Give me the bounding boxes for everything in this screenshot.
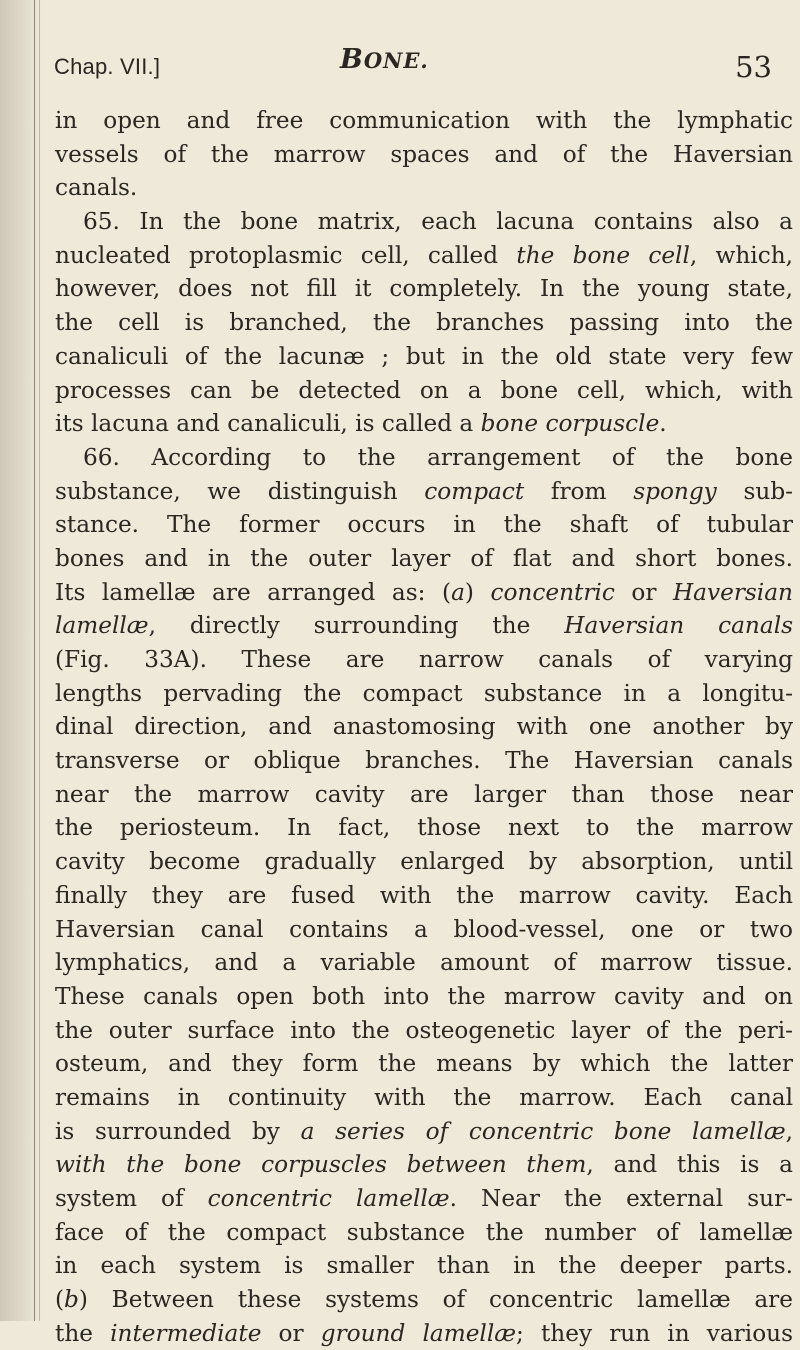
text-line: processes can be detected on a bone cell, which, with <box>55 376 793 404</box>
text-line: however, does not fill it completely. In the young state, <box>55 275 793 303</box>
running-title-initial: B <box>340 44 364 75</box>
text-line: transverse or oblique branches. The Haversian canals <box>55 747 793 775</box>
gutter-line <box>34 0 35 1321</box>
text-line: canaliculi of the lacunæ ; but in the old state very few <box>55 342 793 370</box>
text-line: canals. <box>55 174 138 202</box>
text-line: the outer surface into the osteogenetic layer of the peri- <box>55 1016 793 1044</box>
text-line: lamellæ, directly surrounding the Haversian canals <box>55 612 794 640</box>
text-line: osteum, and they form the means by which the latter <box>55 1050 793 1078</box>
text-line: finally they are fused with the marrow cavity. Each <box>55 881 793 909</box>
text-line: These canals open both into the marrow cavity and on <box>55 982 793 1010</box>
text-line: nucleated protoplasmic cell, called the bone cell, which, <box>55 241 794 269</box>
text-line: bones and in the outer layer of flat and short bones. <box>55 544 793 572</box>
text-line: the periosteum. In fact, those next to the marrow <box>55 814 793 842</box>
text-line: the cell is branched, the branches passing into the <box>55 309 793 337</box>
text-line: face of the compact substance the number of lamellæ <box>55 1218 793 1246</box>
text-line: is surrounded by a series of concentric bone lamellæ, <box>55 1117 794 1145</box>
text-line: 65. In the bone matrix, each lacuna contains also a <box>83 208 793 236</box>
text-line: remains in continuity with the marrow. Each canal <box>55 1083 793 1111</box>
text-line: dinal direction, and anastomosing with one another by <box>55 713 793 741</box>
text-line: the intermediate or ground lamellæ; they run in various <box>55 1319 793 1347</box>
text-line: with the bone corpuscles between them, and this is a <box>55 1151 793 1179</box>
text-line: substance, we distinguish compact from spongy sub- <box>55 477 794 505</box>
body-text <box>55 104 793 1350</box>
text-line: its lacuna and canaliculi, is called a bone corpuscle. <box>55 410 667 438</box>
page-number: 53 <box>735 50 772 84</box>
text-line: lengths pervading the compact substance in a longitu- <box>55 679 793 707</box>
text-line: (Fig. 33A). These are narrow canals of varying <box>55 646 793 673</box>
text-line: near the marrow cavity are larger than those near <box>55 780 793 808</box>
text-line: lymphatics, and a variable amount of marrow tissue. <box>55 949 793 977</box>
text-line: in each system is smaller than in the deeper parts. <box>55 1252 793 1280</box>
text-line: (b) Between these systems of concentric lamellæ are <box>55 1286 793 1314</box>
text-line: 66. According to the arrangement of the bone <box>83 443 793 471</box>
text-line: Its lamellæ are arranged as: (a) concentric or Haversian <box>55 578 793 606</box>
text-line: cavity become gradually enlarged by absorption, until <box>55 848 793 876</box>
running-title <box>340 44 429 75</box>
page-header <box>54 44 772 84</box>
text-line: Haversian canal contains a blood-vessel, one or two <box>55 915 793 943</box>
text-line: in open and free communication with the lymphatic <box>55 107 793 134</box>
binding-shadow <box>0 0 42 1321</box>
chapter-label: Chap. VII.] <box>54 54 161 79</box>
text-line: stance. The former occurs in the shaft of tubular <box>55 511 793 539</box>
text-line: vessels of the marrow spaces and of the Haversian <box>55 140 793 168</box>
gutter-line <box>39 0 40 1321</box>
text-line: system of concentric lamellæ. Near the external sur- <box>55 1185 793 1212</box>
running-title-rest: ONE. <box>363 48 429 73</box>
